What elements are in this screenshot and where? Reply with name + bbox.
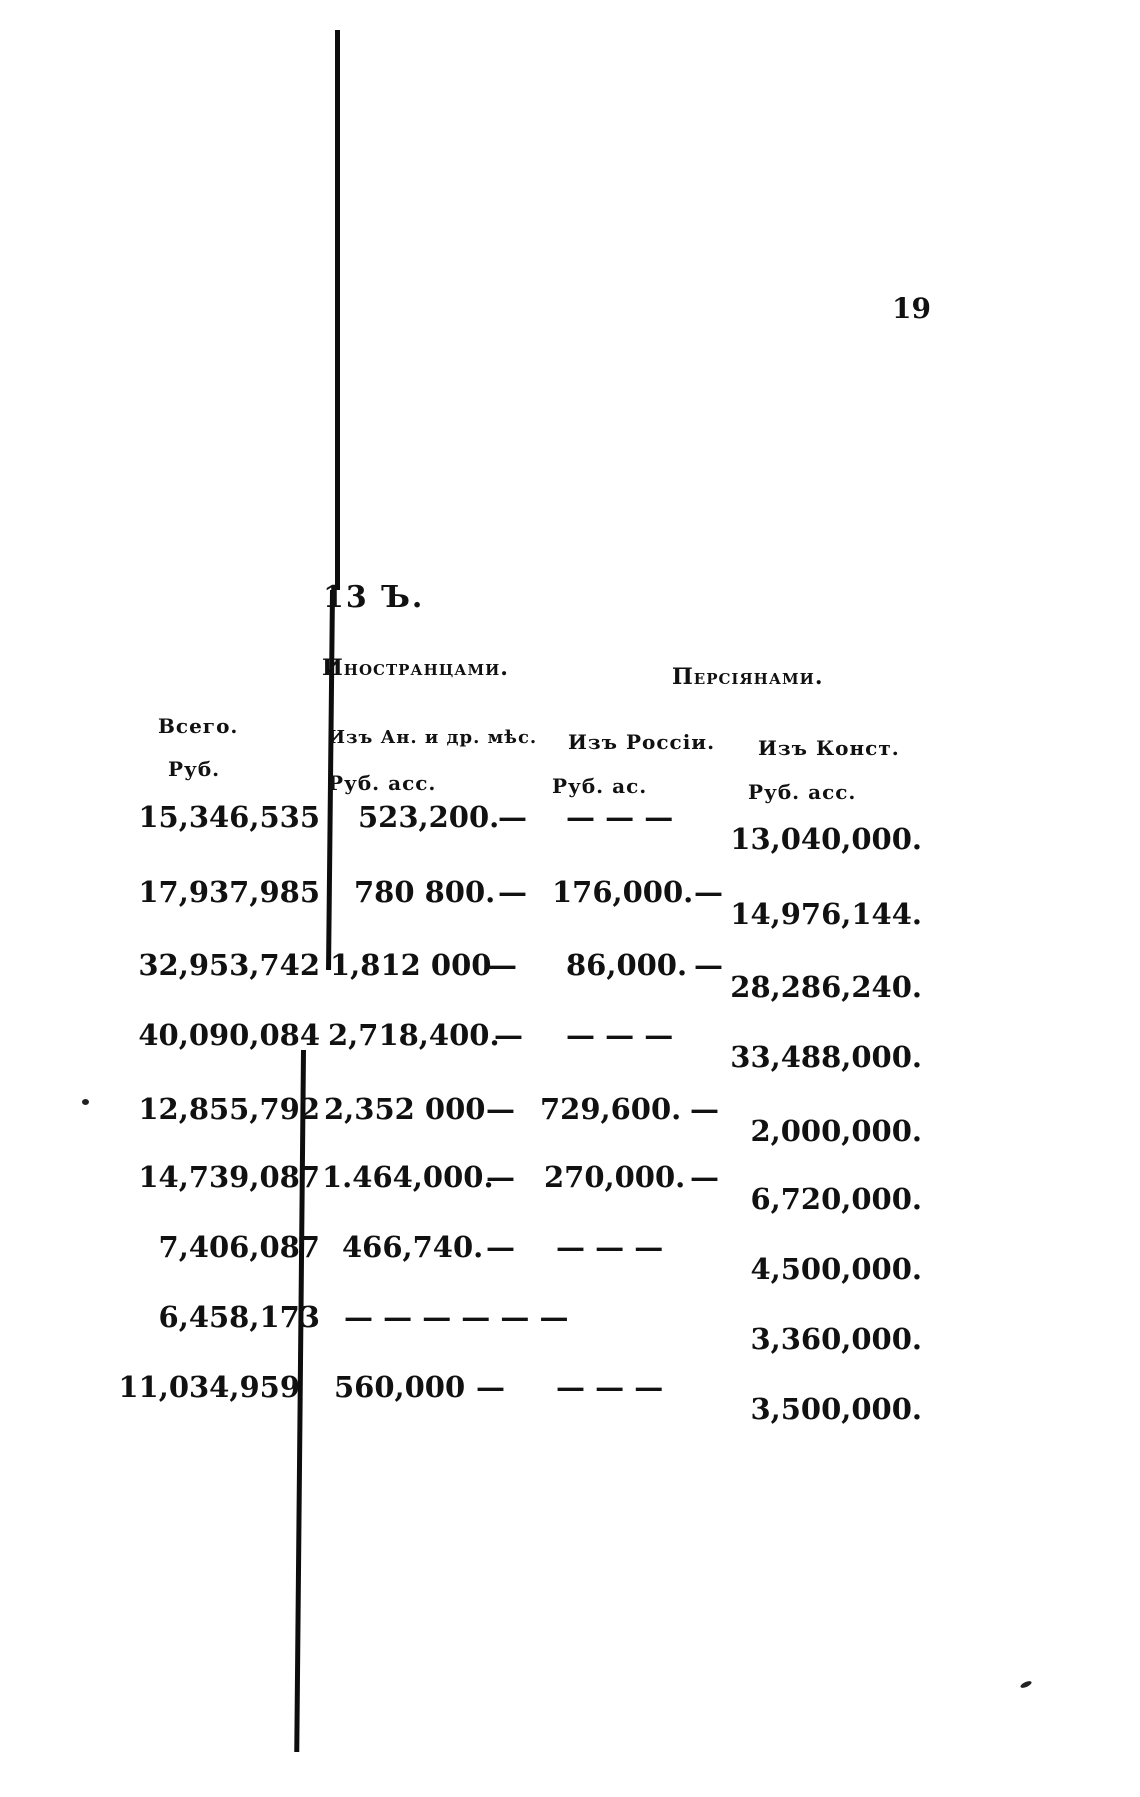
cell-from-konst: 13,040,000.	[730, 822, 922, 856]
cell-from-an: 523,200.	[358, 800, 500, 834]
cell-from-konst: 6,720,000.	[750, 1182, 922, 1216]
cell-total: 14,739,087	[138, 1160, 320, 1194]
cell-total: 40,090,084	[138, 1018, 320, 1052]
column-header-from-konst: Изъ Конст.	[758, 736, 900, 760]
cell-dash: —	[498, 875, 527, 909]
table-row	[0, 1300, 1140, 1356]
table-row	[0, 1092, 1140, 1148]
cell-from-an: 560,000	[334, 1370, 466, 1404]
group-header-foreigners: Иностранцами.	[322, 655, 509, 681]
cell-total: 12,855,792	[138, 1092, 320, 1126]
column-header-from-an: Изъ Ан. и др. мѣс.	[328, 727, 538, 748]
cell-total: 15,346,535	[138, 800, 320, 834]
cell-from-russia: — — —	[556, 1230, 664, 1264]
cell-dash: —	[486, 1160, 515, 1194]
cell-from-konst: 3,360,000.	[750, 1322, 922, 1356]
cell-from-russia: — — —	[566, 1018, 674, 1052]
cell-dash: —	[476, 1370, 505, 1404]
binding-fold-line	[335, 30, 340, 590]
table-row	[0, 1018, 1140, 1074]
column-unit-total: Руб.	[168, 757, 221, 781]
cell-from-konst: 33,488,000.	[730, 1040, 922, 1074]
cell-dash: —	[486, 1230, 515, 1264]
cell-from-an: 1,812 000	[330, 948, 492, 982]
cell-from-an: 780 800.	[354, 875, 496, 909]
cell-from-an: 2,718,400.	[328, 1018, 500, 1052]
cell-dash: —	[690, 1160, 719, 1194]
cell-dash: —	[486, 1092, 515, 1126]
cell-dash: —	[694, 875, 723, 909]
cell-from-konst: 4,500,000.	[750, 1252, 922, 1286]
column-unit-from-an: Руб. асс.	[328, 771, 437, 795]
column-header-total: Всего.	[158, 714, 239, 738]
cell-from-an: 466,740.	[342, 1230, 484, 1264]
column-header-from-russia: Изъ Россіи.	[568, 730, 716, 754]
table-row	[0, 800, 1140, 856]
section-heading: 13 Ъ.	[323, 580, 425, 615]
cell-dash: —	[690, 1092, 719, 1126]
cell-dash: —	[494, 1018, 523, 1052]
cell-total: 11,034,959	[118, 1370, 300, 1404]
cell-from-russia: 86,000.	[566, 948, 688, 982]
cell-from-russia: — — —	[566, 800, 674, 834]
cell-from-an: 1.464,000.	[322, 1160, 494, 1194]
group-header-persians: Персіянами.	[672, 664, 824, 690]
cell-dash: —	[488, 948, 517, 982]
cell-from-an: 2,352 000	[324, 1092, 486, 1126]
cell-from-russia: 176,000.	[552, 875, 694, 909]
table-row	[0, 1370, 1140, 1426]
column-unit-from-russia: Руб. ас.	[552, 774, 648, 798]
cell-from-russia: 729,600.	[540, 1092, 682, 1126]
cell-total: 6,458,173	[158, 1300, 320, 1334]
cell-from-konst: 2,000,000.	[750, 1114, 922, 1148]
scan-speck	[1020, 1680, 1033, 1690]
page-number: 19	[892, 292, 931, 325]
table-row	[0, 1230, 1140, 1286]
table-row	[0, 875, 1140, 931]
cell-total: 7,406,087	[158, 1230, 320, 1264]
cell-from-konst: 3,500,000.	[750, 1392, 922, 1426]
column-unit-from-konst: Руб. асс.	[748, 780, 857, 804]
cell-from-an: — — — — — —	[344, 1300, 569, 1334]
table-row	[0, 948, 1140, 1004]
cell-total: 17,937,985	[138, 875, 320, 909]
cell-from-konst: 14,976,144.	[730, 897, 922, 931]
cell-from-russia: 270,000.	[544, 1160, 686, 1194]
cell-dash: —	[498, 800, 527, 834]
cell-total: 32,953,742	[138, 948, 320, 982]
cell-dash: —	[694, 948, 723, 982]
cell-from-konst: 28,286,240.	[730, 970, 922, 1004]
cell-from-russia: — — —	[556, 1370, 664, 1404]
table-row	[0, 1160, 1140, 1216]
